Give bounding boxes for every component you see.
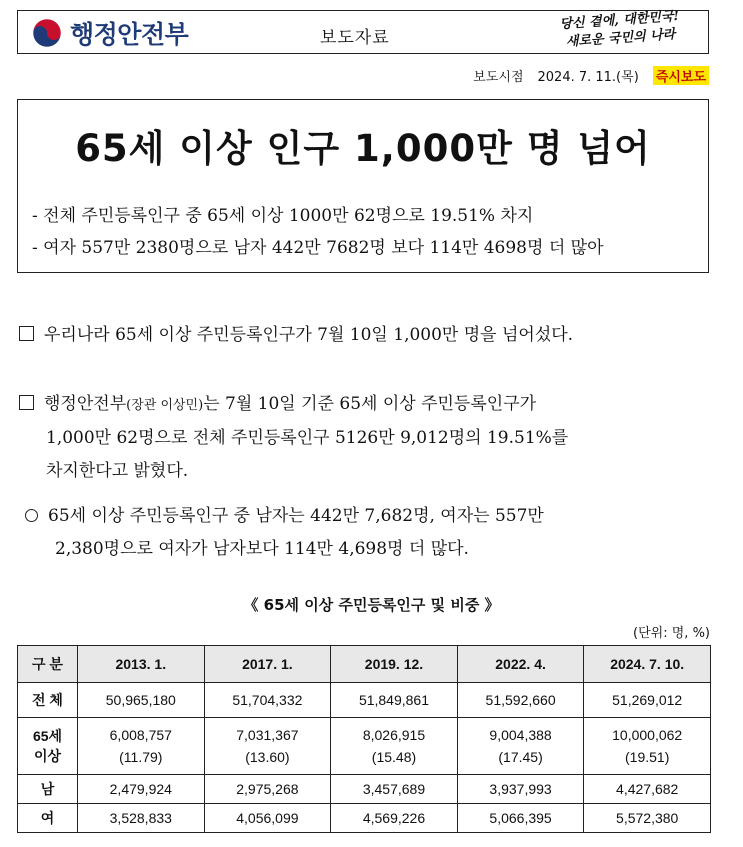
release-info: [473, 66, 709, 85]
table-cell: [584, 718, 711, 775]
table-cell: 4,056,099: [204, 804, 331, 833]
table-cell: [78, 718, 205, 775]
paragraph-2: [19, 388, 568, 488]
table-cell: [457, 718, 584, 775]
senior-share: (15.48): [371, 749, 417, 765]
release-label: 보도시점: [473, 70, 524, 85]
table-header-row: [18, 646, 711, 683]
headline-subtitles: [32, 200, 604, 264]
row-label-senior-line-1: 65세: [32, 728, 63, 744]
senior-count: 6,008,757: [109, 727, 172, 743]
row-label-female: 여: [18, 804, 78, 833]
table-cell: 51,592,660: [457, 683, 584, 718]
page-title: 65세 이상 인구 1,000만 명 넘어: [75, 127, 651, 170]
senior-share: (17.45): [498, 749, 543, 765]
paragraph-3-line-2: 2,380명으로 여자가 남자보다 114만 4,698명 더 많다.: [55, 539, 469, 559]
table-cell: 5,066,395: [457, 804, 584, 833]
senior-count: 7,031,367: [236, 727, 299, 743]
senior-count: 8,026,915: [362, 727, 426, 743]
population-table: [17, 645, 711, 833]
table-cell: 4,427,682: [584, 775, 711, 804]
table-row-male: [18, 775, 711, 804]
paragraph-2-text-a: 는 7월 10일 기준 65세 이상 주민등록인구가: [203, 394, 537, 414]
ministry-name: 행정안전부: [70, 20, 189, 49]
senior-count: 10,000,062: [612, 727, 683, 743]
column-header: 2013. 1.: [78, 646, 205, 683]
table-cell: 51,269,012: [584, 683, 711, 718]
senior-share: (13.60): [245, 749, 290, 765]
table-cell: 3,528,833: [78, 804, 205, 833]
column-header: 2019. 12.: [331, 646, 458, 683]
senior-share: (11.79): [119, 749, 163, 765]
senior-count: 9,004,388: [489, 727, 552, 743]
ministry-logo: [32, 17, 188, 49]
headline-box: [17, 99, 709, 273]
release-date: 2024. 7. 11.(목): [537, 70, 639, 85]
paragraph-2-minister: (장관 이상민): [126, 398, 204, 413]
row-label-male: 남: [18, 775, 78, 804]
paragraph-2-line-3: 차지한다고 밝혔다.: [46, 461, 189, 481]
subtitle-2: - 여자 557만 2380명으로 남자 442만 7682명 보다 114만 4698명 더 많아: [32, 238, 604, 258]
table-cell: 4,569,226: [331, 804, 458, 833]
row-label-senior: [18, 718, 78, 775]
table-cell: 51,849,861: [331, 683, 458, 718]
document-type: 보도자료: [320, 28, 390, 48]
table-cell: [331, 718, 458, 775]
government-slogan: [549, 7, 691, 53]
paragraph-3-line-1: 65세 이상 주민등록인구 중 남자는 442만 7,682명, 여자는 557만: [48, 506, 544, 526]
table-title: 《 65세 이상 주민등록인구 및 비중 》: [243, 596, 500, 614]
paragraph-2-line-2: 1,000만 62명으로 전체 주민등록인구 5126만 9,012명의 19.51%를: [46, 428, 569, 448]
paragraph-2-ministry: 행정안전부: [44, 394, 127, 414]
circle-bullet-icon: [25, 509, 38, 522]
column-header: 2024. 7. 10.: [584, 646, 711, 683]
table-cell: 3,457,689: [331, 775, 458, 804]
slogan-line-1: 당신 곁에, 대한민국!: [559, 8, 680, 33]
table-cell: 3,937,993: [457, 775, 584, 804]
table-cell: 5,572,380: [584, 804, 711, 833]
paragraph-1: [19, 320, 573, 345]
square-bullet-icon: [19, 326, 34, 341]
square-bullet-icon: [19, 395, 34, 410]
table-cell: [204, 718, 331, 775]
table-unit: (단위: 명, %): [633, 626, 710, 641]
release-tag: 즉시보도: [653, 66, 709, 85]
paragraph-3: [25, 500, 544, 566]
paragraph-1-text: 우리나라 65세 이상 주민등록인구가 7월 10일 1,000만 명을 넘어섰다.: [44, 325, 574, 345]
slogan-line-2: 새로운 국민의 나라: [565, 27, 676, 50]
table-cell: 2,975,268: [204, 775, 331, 804]
header-corner: 구 분: [18, 646, 78, 683]
subtitle-1: - 전체 주민등록인구 중 65세 이상 1000만 62명으로 19.51% 차지: [32, 206, 534, 226]
table-cell: 2,479,924: [78, 775, 205, 804]
table-cell: 51,704,332: [204, 683, 331, 718]
table-row-senior: [18, 718, 711, 775]
senior-share: (19.51): [625, 749, 670, 765]
table-row-total: [18, 683, 711, 718]
table-cell: 50,965,180: [78, 683, 205, 718]
row-label-total: 전 체: [18, 683, 78, 718]
document-header: [17, 10, 709, 54]
column-header: 2022. 4.: [457, 646, 584, 683]
row-label-senior-line-2: 이상: [33, 748, 62, 764]
table-row-female: [18, 804, 711, 833]
taegeuk-emblem-icon: [32, 18, 62, 48]
column-header: 2017. 1.: [204, 646, 331, 683]
